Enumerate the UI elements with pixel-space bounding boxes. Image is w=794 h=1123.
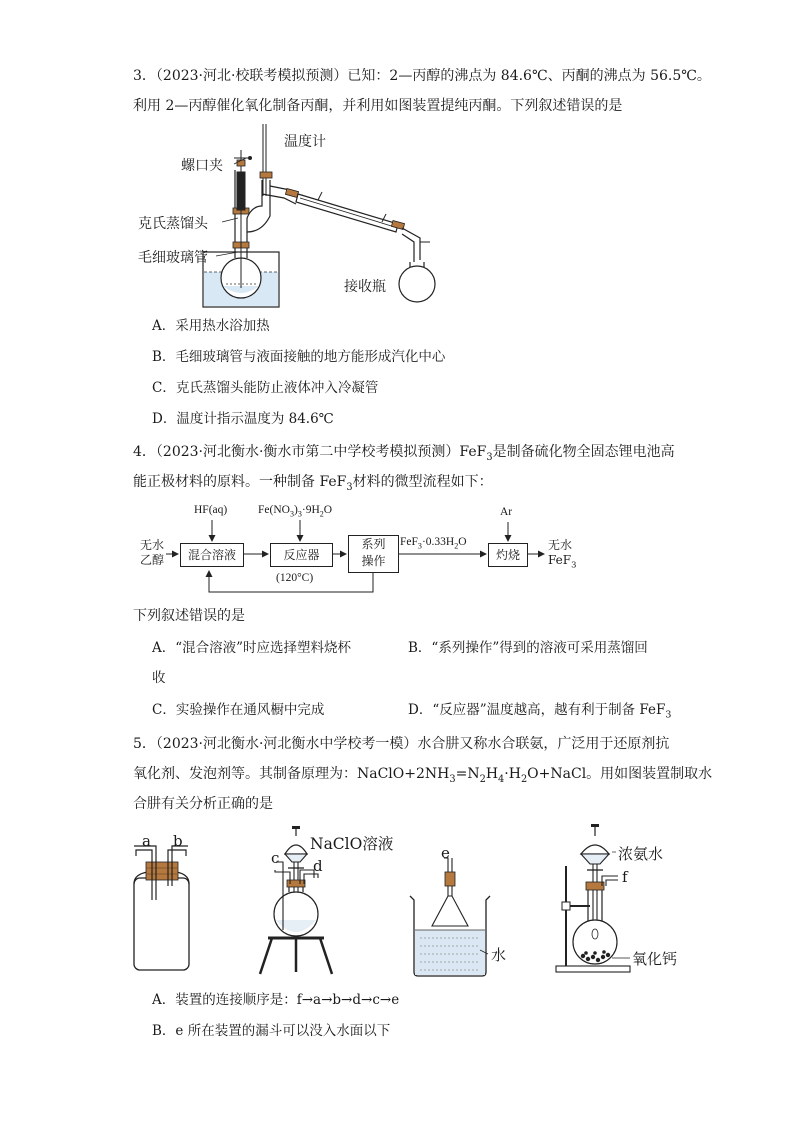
- q5-option-b: B．e 所在装置的漏斗可以没入水面以下: [152, 1023, 391, 1039]
- q4-option-d: D．“反应器”温度越高，越有利于制备 FeF$_3$: [408, 702, 672, 721]
- q4-option-b-cont: 收: [152, 670, 166, 686]
- q5-label-ammonia: 浓氨水: [618, 845, 664, 863]
- q5-label-e: e: [441, 844, 450, 862]
- q4-flow-start: 无水 乙醇: [138, 538, 166, 570]
- q3-stem-line2: 利用 2—丙醇催化氧化制备丙酮，并利用如图装置提纯丙酮。下列叙述错误的是: [133, 98, 623, 114]
- q4-option-c: C．实验操作在通风橱中完成: [152, 702, 325, 718]
- q3-label-receiver: 接收瓶: [344, 279, 386, 295]
- q3-label-claisen-head: 克氏蒸馏头: [138, 216, 208, 232]
- q5-label-naclo: NaClO溶液: [310, 835, 394, 853]
- q4-flow-fe-nitrate: $Fe(NO_3)_3\cdot 9H_2O$: [258, 504, 333, 519]
- q4-flow-box-reactor: 反应器: [270, 543, 333, 567]
- q3-option-b: B．毛细玻璃管与液面接触的地方能形成汽化中心: [152, 349, 446, 365]
- q3-label-capillary: 毛细玻璃管: [138, 250, 208, 266]
- q4-stem-line1: 4．（2023·河北衡水·衡水市第二中学校考模拟预测）FeF$_3$是制备硫化物全固态锂电池高: [133, 444, 675, 463]
- q3-option-a: A．采用热水浴加热: [152, 318, 270, 334]
- q4-flow-box-calcine: 灼烧: [488, 543, 528, 567]
- q4-option-b: B．“系列操作”得到的溶液可采用蒸馏回: [408, 640, 648, 656]
- q4-flow-temp: (120°C): [276, 572, 314, 584]
- q4-flow-end: 无水 FeF$_3$: [548, 538, 584, 572]
- q3-label-thermometer: 温度计: [284, 134, 326, 150]
- q5-option-a: A．装置的连接顺序是：f→a→b→d→c→e: [152, 992, 400, 1008]
- q5-label-f: f: [622, 868, 628, 886]
- q5-stem-line1: 5．（2023·河北衡水·河北衡水中学校考一模）水合肼又称水合联氨，广泛用于还原剂抗: [133, 736, 670, 752]
- q5-label-b: b: [173, 832, 183, 850]
- q3-option-d: D．温度计指示温度为 84.6℃: [152, 411, 334, 427]
- q4-stem-line2: 能正极材料的原料。一种制备 FeF$_3$材料的微型流程如下：: [133, 474, 493, 493]
- q4-prompt: 下列叙述错误的是: [133, 608, 245, 624]
- q5-label-c: c: [271, 849, 280, 867]
- q3-option-c: C．克氏蒸馏头能防止液体冲入冷凝管: [152, 380, 379, 396]
- q4-flow-argon: Ar: [500, 506, 513, 518]
- q4-flow-hf: HF(aq): [194, 504, 228, 516]
- q3-stem-line1: 3．（2023·河北·校联考模拟预测）已知：2—丙醇的沸点为 84.6℃、丙酮的沸点为 56.5℃。: [133, 68, 711, 84]
- q5-label-water: 水: [491, 946, 507, 964]
- q5-label-a: a: [142, 832, 151, 850]
- q4-option-a: A．“混合溶液”时应选择塑料烧杯: [152, 640, 352, 656]
- q5-label-cao: 氧化钙: [632, 950, 678, 968]
- q4-flow-fef3-hydrate: $FeF_3\cdot 0.33H_2O$: [400, 536, 467, 551]
- q4-flow-box-mixed-solution: 混合溶液: [180, 543, 244, 567]
- q3-label-screw-clamp: 螺口夹: [181, 158, 223, 174]
- q4-flow-box-series-ops: 系列 操作: [348, 535, 399, 573]
- q5-stem-line3: 合肼有关分析正确的是: [133, 796, 273, 812]
- q5-label-d: d: [313, 857, 323, 875]
- q5-stem-line2: 氧化剂、发泡剂等。其制备原理为：$NaClO+2NH_3=N_2H_4\cdot H_2O+NaCl$。用如图装置制取水: [133, 766, 713, 785]
